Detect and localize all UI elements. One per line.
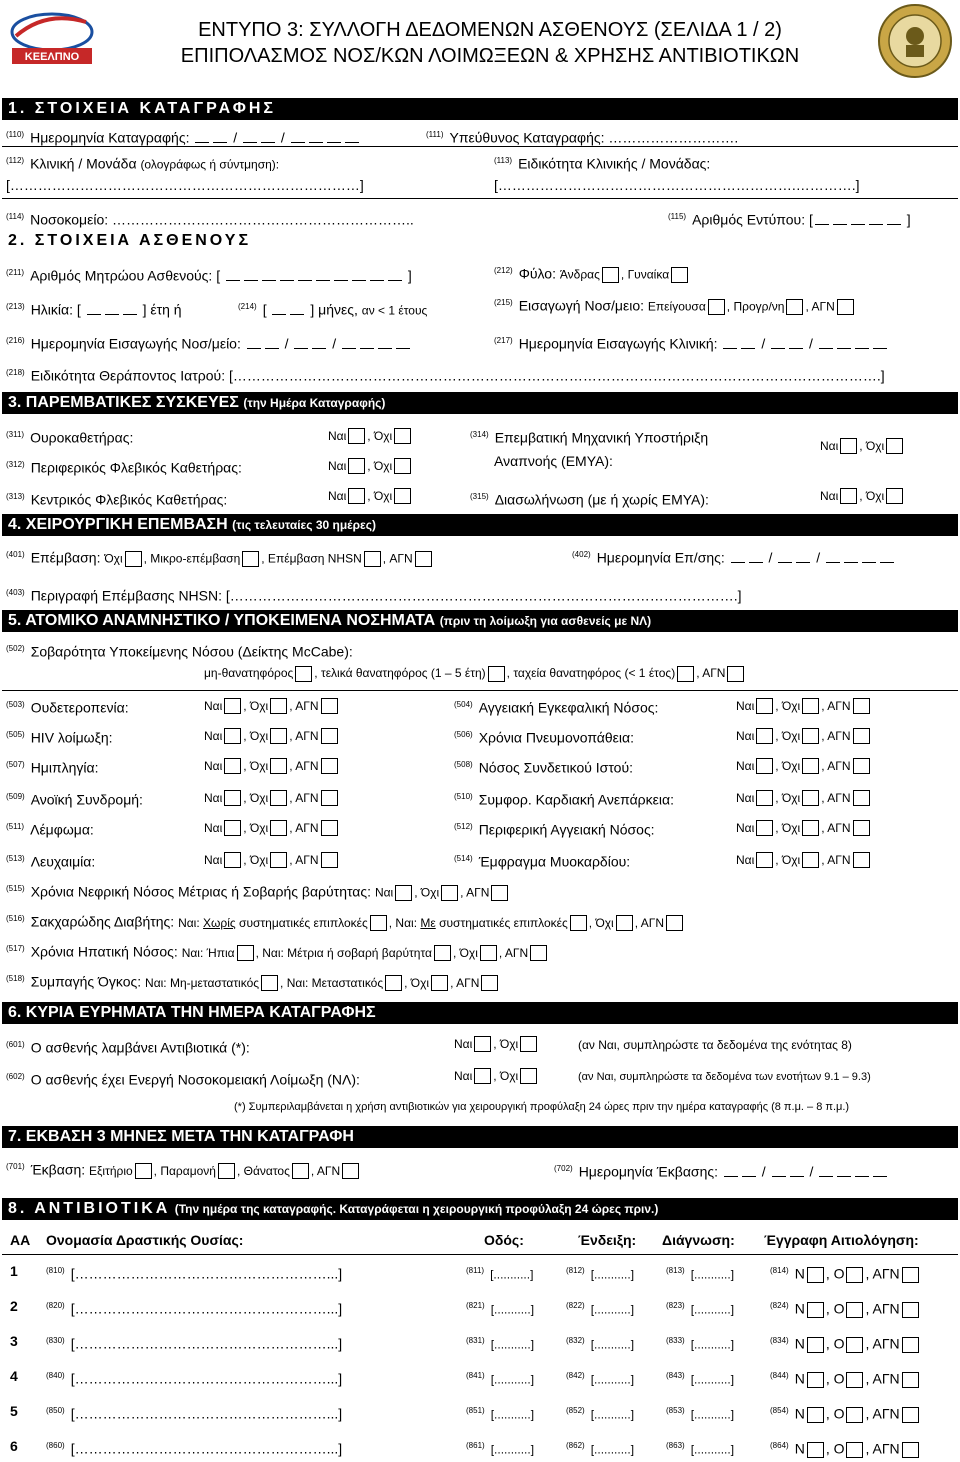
section-5-header: 5. ΑΤΟΜΙΚΟ ΑΝΑΜΝΗΣΤΙΚΟ / ΥΠΟΚΕΙΜΕΝΑ ΝΟΣΗΜΑΤΑ (πριν τη λοίμωξη για ασθενείς με ΝΛ)	[2, 610, 958, 632]
field-601-options[interactable]: Ναι , Όχι	[454, 1034, 539, 1053]
field-313: $^{(313)}$ Κεντρικός Φλεβικός Καθετήρας:	[6, 491, 228, 508]
condition-options-508[interactable]: Ναι , Όχι , ΑΓΝ	[736, 756, 872, 775]
field-315: $^{(315)}$ Διασωλήνωση (με ή χωρίς ΕΜΥΑ):	[470, 491, 709, 508]
field-314-options[interactable]: Ναι , Όχι	[820, 436, 905, 455]
field-518[interactable]: $^{(518)}$ Συμπαγής Όγκος: Ναι: Μη-μεταστατικός , Ναι: Μεταστατικός , Όχι , ΑΓΝ	[6, 970, 500, 992]
substance-field[interactable]: $^{(860)}$ [………………………………………………...]	[46, 1440, 343, 1457]
condition-505: $^{(505)}$ HIV λοίμωξη:	[6, 729, 113, 746]
field-313-options[interactable]: Ναι , Όχι	[328, 486, 413, 505]
diagnosis-field[interactable]: $^{(853)}$ [...........]	[666, 1406, 735, 1422]
field-516[interactable]: $^{(516)}$ Σακχαρώδης Διαβήτης: Ναι: Χωρίς συστηματικές επιπλοκές , Ναι: Με συστηματικές επιπλοκές , Όχι , ΑΓΝ	[6, 910, 685, 932]
route-field[interactable]: $^{(821)}$ [...........]	[466, 1301, 535, 1317]
field-517[interactable]: $^{(517)}$ Χρόνια Ηπατική Νόσος: Ναι: Ήπια , Ναι: Μέτρια ή σοβαρή βαρύτητα , Όχι , ΑΓΝ	[6, 940, 549, 962]
field-515[interactable]: $^{(515)}$ Χρόνια Νεφρική Νόσος Μέτριας ή Σοβαρής βαρύτητας: Ναι , Όχι , ΑΓΝ	[6, 880, 510, 902]
route-field[interactable]: $^{(851)}$ [...........]	[466, 1406, 535, 1422]
route-field[interactable]: $^{(811)}$ [...........]	[466, 1266, 534, 1282]
field-311-options[interactable]: Ναι , Όχι	[328, 426, 413, 445]
field-403[interactable]: $^{(403)}$ Περιγραφή Επέμβασης NHSN: [……………………………………………………………………………………………….]	[6, 587, 742, 604]
substance-field[interactable]: $^{(810)}$ [………………………………………………...]	[46, 1265, 343, 1282]
indication-field[interactable]: $^{(842)}$ [...........]	[566, 1371, 635, 1387]
field-114[interactable]: $^{(114)}$ Νοσοκομείο: ………………………………………………………..	[6, 211, 414, 228]
field-311: $^{(311)}$ Ουροκαθετήρας:	[6, 429, 134, 446]
field-111[interactable]: $^{(111)}$ Υπεύθυνος Καταγραφής: ……………………….	[426, 129, 739, 146]
field-601: $^{(601)}$ Ο ασθενής λαμβάνει Αντιβιοτικά (*):	[6, 1039, 250, 1056]
footnote: (*) Συμπεριλαμβάνεται η χρήση αντιβιοτικών για χειρουργική προφύλαξη 24 ώρες πριν την ημέρα καταγραφής (8 π.μ. – 8 π.μ.)	[234, 1101, 850, 1113]
diagnosis-field[interactable]: $^{(813)}$ [...........]	[666, 1266, 735, 1282]
section-7-header: 7. ΕΚΒΑΣΗ 3 ΜΗΝΕΣ ΜΕΤΑ ΤΗΝ ΚΑΤΑΓΡΑΦΗ	[2, 1126, 958, 1148]
condition-508: $^{(508)}$ Νόσος Συνδετικού Ιστού:	[454, 759, 633, 776]
condition-514: $^{(514)}$ Έμφραγμα Μυοκαρδίου:	[454, 853, 631, 870]
justification-options[interactable]: $^{(824)}$ Ν , Ο , ΑΓΝ	[770, 1297, 921, 1318]
substance-field[interactable]: $^{(840)}$ [………………………………………………...]	[46, 1370, 343, 1387]
condition-511: $^{(511)}$ Λέμφωμα:	[6, 821, 94, 838]
condition-513: $^{(513)}$ Λευχαιμία:	[6, 853, 96, 870]
row-number: 3	[10, 1333, 18, 1349]
col-route: Οδός:	[484, 1232, 524, 1248]
field-213[interactable]: $^{(213)}$ Ηλικία: [ ] έτη ή	[6, 301, 182, 318]
route-field[interactable]: $^{(831)}$ [...........]	[466, 1336, 535, 1352]
field-502: $^{(502)}$ Σοβαρότητα Υποκείμενης Νόσου (Δείκτης McCabe):	[6, 643, 353, 660]
diagnosis-field[interactable]: $^{(863)}$ [...........]	[666, 1441, 735, 1457]
form-title-line1: ΕΝΤΥΠΟ 3: ΣΥΛΛΟΓΗ ΔΕΔΟΜΕΝΩΝ ΑΣΘΕΝΟΥΣ (ΣΕΛΙΔΑ 1 / 2)	[198, 19, 782, 41]
col-aa: ΑΑ	[10, 1232, 31, 1248]
field-214[interactable]: $^{(214)}$ [ ] μήνες, αν < 1 έτους	[238, 301, 428, 318]
condition-509: $^{(509)}$ Ανοϊκή Συνδρομή:	[6, 791, 143, 808]
row-number: 5	[10, 1403, 18, 1419]
field-602-note: (αν Ναι, συμπληρώστε τα δεδομένα των ενοτήτων 9.1 – 9.3)	[578, 1071, 871, 1083]
field-602-options[interactable]: Ναι , Όχι	[454, 1066, 539, 1085]
field-216[interactable]: $^{(216)}$ Ημερομηνία Εισαγωγής Νοσ/μείο: / /	[6, 332, 412, 353]
field-702[interactable]: $^{(702)}$ Ημερομηνία Έκβασης: / /	[554, 1160, 889, 1181]
indication-field[interactable]: $^{(852)}$ [...........]	[566, 1406, 635, 1422]
condition-options-513[interactable]: Ναι , Όχι , ΑΓΝ	[204, 850, 340, 869]
condition-options-505[interactable]: Ναι , Όχι , ΑΓΝ	[204, 726, 340, 745]
condition-options-509[interactable]: Ναι , Όχι , ΑΓΝ	[204, 788, 340, 807]
substance-field[interactable]: $^{(850)}$ [………………………………………………...]	[46, 1405, 343, 1422]
indication-field[interactable]: $^{(862)}$ [...........]	[566, 1441, 635, 1457]
field-217[interactable]: $^{(217)}$ Ημερομηνία Εισαγωγής Κλινική: / /	[494, 332, 889, 353]
row-number: 2	[10, 1298, 18, 1314]
section-4-header: 4. ΧΕΙΡΟΥΡΓΙΚΗ ΕΠΕΜΒΑΣΗ (τις τελευταίες 30 ημέρες)	[2, 514, 958, 536]
university-seal	[876, 2, 954, 80]
field-218[interactable]: $^{(218)}$ Ειδικότητα Θεράποντος Ιατρού: [………………………………………………………………………………………………………………………….]	[6, 367, 885, 384]
field-110[interactable]: $^{(110)}$ Ημερομηνία Καταγραφής: / /	[6, 126, 361, 147]
field-314b: Αναπνοής (ΕΜΥΑ):	[494, 453, 613, 469]
section-8-header: 8. ΑΝΤΙΒΙΟΤΙΚΑ (Την ημέρα της καταγραφής. Καταγράφεται η χειρουργική προφύλαξη 24 ώρες πριν.)	[2, 1198, 958, 1220]
field-502-options[interactable]: μη-θανατηφόρος , τελικά θανατηφόρος (1 – 5 έτη) , ταχεία θανατηφόρος (< 1 έτος) , ΑΓΝ	[204, 664, 746, 682]
row-number: 1	[10, 1263, 18, 1279]
indication-field[interactable]: $^{(822)}$ [...........]	[566, 1301, 635, 1317]
justification-options[interactable]: $^{(814)}$ Ν , Ο , ΑΓΝ	[770, 1262, 921, 1283]
field-401[interactable]: $^{(401)}$ Επέμβαση: Όχι , Μικρο-επέμβαση , Επέμβαση NHSN , ΑΓΝ	[6, 546, 434, 568]
indication-field[interactable]: $^{(832)}$ [...........]	[566, 1336, 635, 1352]
condition-504: $^{(504)}$ Αγγειακή Εγκεφαλική Νόσος:	[454, 699, 659, 716]
condition-options-514[interactable]: Ναι , Όχι , ΑΓΝ	[736, 850, 872, 869]
form-title-line2: ΕΠΙΠΟΛΑΣΜΟΣ ΝΟΣ/ΚΩΝ ΛΟΙΜΩΞΕΩΝ & ΧΡΗΣΗΣ ΑΝΤΙΒΙΟΤΙΚΩΝ	[180, 45, 800, 67]
condition-options-507[interactable]: Ναι , Όχι , ΑΓΝ	[204, 756, 340, 775]
field-315-options[interactable]: Ναι , Όχι	[820, 486, 905, 505]
condition-options-503[interactable]: Ναι , Όχι , ΑΓΝ	[204, 696, 340, 715]
condition-options-506[interactable]: Ναι , Όχι , ΑΓΝ	[736, 726, 872, 745]
field-312: $^{(312)}$ Περιφερικός Φλεβικός Καθετήρας:	[6, 459, 242, 476]
section-3-header: 3. ΠΑΡΕΜΒΑΤΙΚΕΣ ΣΥΣΚΕΥΕΣ (την Ημέρα Καταγραφής)	[2, 392, 958, 414]
col-justification: Έγγραφη Αιτιολόγηση:	[764, 1232, 919, 1248]
section-1-header: 1. ΣΤΟΙΧΕΙΑ ΚΑΤΑΓΡΑΦΗΣ	[2, 98, 958, 120]
condition-506: $^{(506)}$ Χρόνια Πνευμονοπάθεια:	[454, 729, 634, 746]
field-314: $^{(314)}$ Επεμβατική Μηχανική Υποστήριξη	[470, 429, 709, 446]
logo-text: ΚΕΕΛΠΝΟ	[24, 51, 80, 63]
justification-options[interactable]: $^{(834)}$ Ν , Ο , ΑΓΝ	[770, 1332, 921, 1353]
field-701[interactable]: $^{(701)}$ Έκβαση: Εξιτήριο , Παραμονή , Θάνατος , ΑΓΝ	[6, 1158, 361, 1180]
field-215[interactable]: $^{(215)}$ Εισαγωγή Νοσ/μειο: Επείγουσα , Προγρ/νη , ΑΓΝ	[494, 294, 856, 316]
field-312-options[interactable]: Ναι , Όχι	[328, 456, 413, 475]
section-6-header: 6. ΚΥΡΙΑ ΕΥΡΗΜΑΤΑ ΤΗΝ ΗΜΕΡΑ ΚΑΤΑΓΡΑΦΗΣ	[2, 1002, 958, 1024]
field-212[interactable]: $^{(212)}$ Φύλο: Άνδρας , Γυναίκα	[494, 262, 690, 284]
diagnosis-field[interactable]: $^{(823)}$ [...........]	[666, 1301, 735, 1317]
field-402[interactable]: $^{(402)}$ Ημερομηνία Επ/σης: / /	[572, 546, 896, 567]
row-number: 6	[10, 1438, 18, 1454]
route-field[interactable]: $^{(841)}$ [...........]	[466, 1371, 535, 1387]
field-601-note: (αν Ναι, συμπληρώστε τα δεδομένα της ενότητας 8)	[578, 1038, 852, 1052]
condition-512: $^{(512)}$ Περιφερική Αγγειακή Νόσος:	[454, 821, 655, 838]
field-112-input[interactable]: […………………………………………………………………]	[6, 177, 364, 193]
condition-options-512[interactable]: Ναι , Όχι , ΑΓΝ	[736, 818, 872, 837]
keelpno-logo	[6, 8, 98, 70]
row-number: 4	[10, 1368, 18, 1384]
field-112-label: $^{(112)}$ Κλινική / Μονάδα (ολογράφως ή σύντμηση):	[6, 155, 280, 172]
col-indication: Ένδειξη:	[578, 1232, 637, 1248]
section-2-header: 2. ΣΤΟΙΧΕΙΑ ΑΣΘΕΝΟΥΣ	[2, 230, 958, 252]
diagnosis-field[interactable]: $^{(833)}$ [...........]	[666, 1336, 735, 1352]
substance-field[interactable]: $^{(830)}$ [………………………………………………...]	[46, 1335, 343, 1352]
indication-field[interactable]: $^{(812)}$ [...........]	[566, 1266, 635, 1282]
condition-options-511[interactable]: Ναι , Όχι , ΑΓΝ	[204, 818, 340, 837]
justification-options[interactable]: $^{(844)}$ Ν , Ο , ΑΓΝ	[770, 1367, 921, 1388]
condition-510: $^{(510)}$ Συμφορ. Καρδιακή Ανεπάρκεια:	[454, 791, 674, 808]
col-substance: Ονομασία Δραστικής Ουσίας:	[46, 1232, 244, 1248]
field-211[interactable]: $^{(211)}$ Αριθμός Μητρώου Ασθενούς: [ ]	[6, 267, 412, 284]
justification-options[interactable]: $^{(864)}$ Ν , Ο , ΑΓΝ	[770, 1437, 921, 1458]
field-113-label: $^{(113)}$ Ειδικότητα Κλινικής / Μονάδας:	[494, 155, 711, 172]
diagnosis-field[interactable]: $^{(843)}$ [...........]	[666, 1371, 735, 1387]
field-115[interactable]: $^{(115)}$ Αριθμός Εντύπου: [ ]	[668, 211, 911, 228]
col-diagnosis: Διάγνωση:	[662, 1232, 735, 1248]
justification-options[interactable]: $^{(854)}$ Ν , Ο , ΑΓΝ	[770, 1402, 921, 1423]
field-602: $^{(602)}$ Ο ασθενής έχει Ενεργή Νοσοκομειακή Λοίμωξη (ΝΛ):	[6, 1071, 360, 1088]
field-113-input[interactable]: [……………………………………………………….………….]	[494, 177, 860, 193]
condition-507: $^{(507)}$ Ημιπληγία:	[6, 759, 99, 776]
condition-options-510[interactable]: Ναι , Όχι , ΑΓΝ	[736, 788, 872, 807]
condition-options-504[interactable]: Ναι , Όχι , ΑΓΝ	[736, 696, 872, 715]
substance-field[interactable]: $^{(820)}$ [………………………………………………...]	[46, 1300, 343, 1317]
route-field[interactable]: $^{(861)}$ [...........]	[466, 1441, 535, 1457]
condition-503: $^{(503)}$ Ουδετεροπενία:	[6, 699, 129, 716]
